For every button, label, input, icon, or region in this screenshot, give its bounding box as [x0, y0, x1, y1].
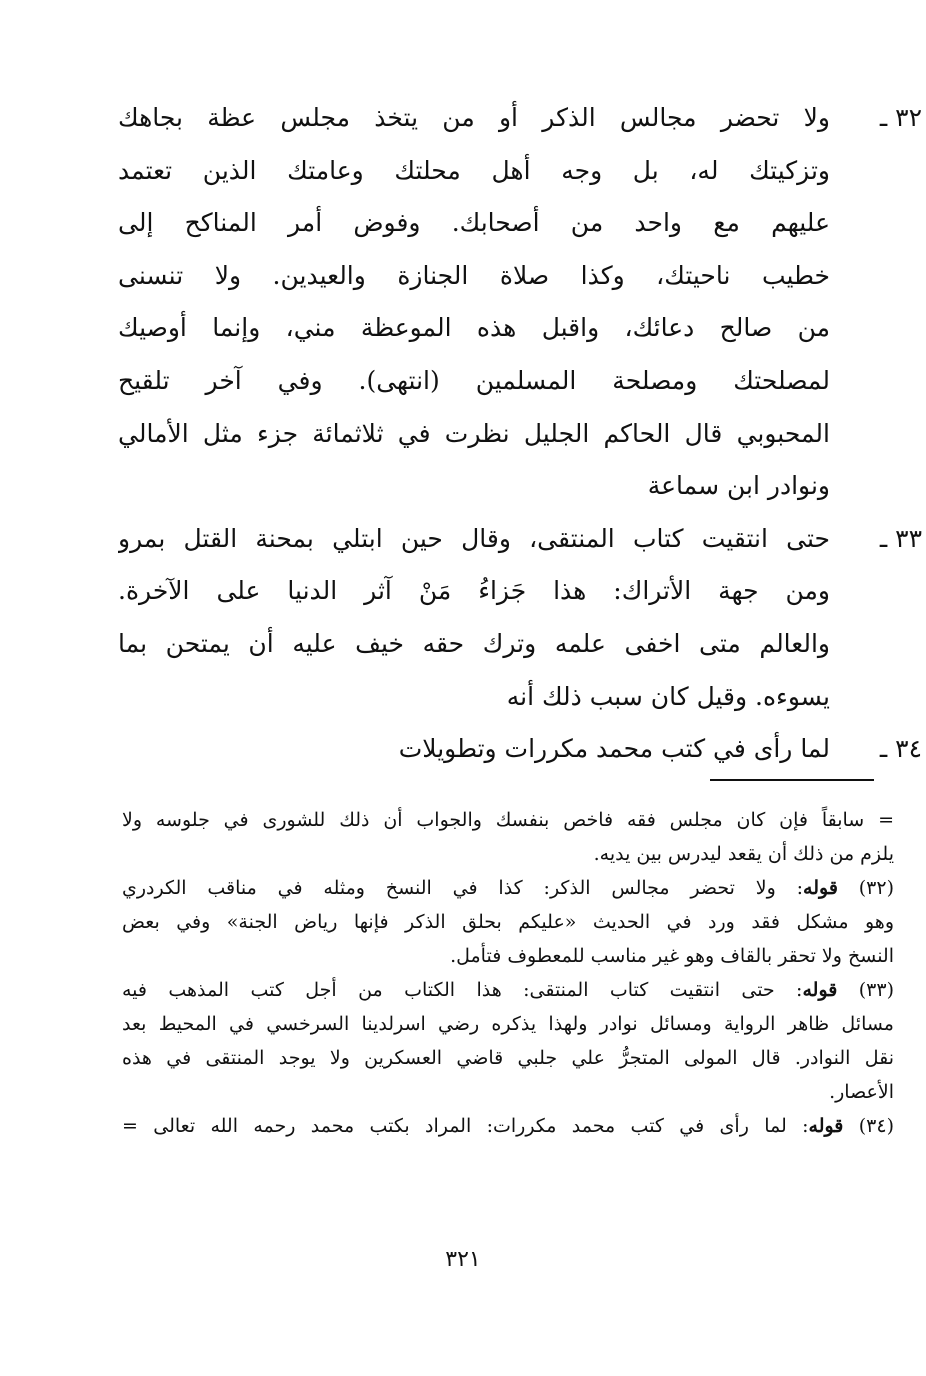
text-line: يسوءه. وقيل كان سبب ذلك أنه — [506, 681, 830, 711]
footnote-number: (٣٢) — [858, 877, 894, 899]
footnote-text: : لما رأى في كتب محمد مكررات: المراد بكتب محمد رحمه الله تعالى = — [122, 1115, 809, 1137]
footnote-separator — [710, 779, 874, 781]
text-line: لما رأى في كتب محمد مكررات وتطويلات — [398, 734, 830, 764]
footnote-number: (٣٣) — [858, 979, 894, 1001]
footnote-keyword: قوله — [803, 877, 838, 899]
text-line: حتى انتقيت كتاب المنتقى، وقال حين ابتلي بمحنة القتل بمرو — [118, 523, 830, 553]
footnote-line: نقل النوادر. قال المولى المتجرُّ علي جلبي قاضي العسكرين ولا يوجد المنتقى في هذه — [122, 1047, 894, 1069]
footnote-item-32 — [122, 871, 894, 905]
footnote-item-33 — [122, 973, 894, 1007]
entry-34 — [118, 723, 922, 776]
footnote-line: وهو مشكل فقد ورد في الحديث «عليكم بحلق الذكر فإنها رياض الجنة» وفي بعض — [122, 911, 894, 933]
text-line: لمصلحتك ومصلحة المسلمين (انتهى). وفي آخر تلقيح — [118, 365, 830, 395]
footnote-line: مسائل ظاهر الرواية ومسائل نوادر ولهذا يذكره رضي اسرلدينا السرخسي في المحيط بعد — [122, 1013, 894, 1035]
footnote-number: (٣٤) — [858, 1115, 894, 1137]
text-line: خطيب ناحيتك، وكذا صلاة الجنازة والعيدين. ولا تنسنى — [118, 260, 830, 290]
footnote-item-34 — [122, 1109, 894, 1143]
entry-33 — [118, 513, 922, 723]
footnotes — [122, 803, 894, 1143]
entry-number: ٣٢ ـ — [879, 103, 922, 132]
text-line: عليهم مع واحد من أصحابك. وفوض أمر المناكح إلى — [118, 208, 830, 238]
text-line: ونوادر ابن سماعة — [647, 471, 830, 501]
text-line: ومن جهة الأتراك: هذا جَزاءُ مَنْ آثر الدنيا على الآخرة. — [118, 576, 830, 606]
text-line: من صالح دعائك، واقبل هذه الموعظة مني، وإنما أوصيك — [118, 313, 830, 343]
footnote-line: = سابقاً فإن كان مجلس فقه فاخص بنفسك والجواب أن ذلك للشورى في جلوسه ولا — [122, 809, 894, 831]
page-number: ٣٢١ — [445, 1247, 481, 1272]
footnote-text: : حتى انتقيت كتاب المنتقى: هذا الكتاب من أجل كتب المذهب فيه — [122, 979, 803, 1001]
entry-number: ٣٤ ـ — [879, 734, 922, 764]
entry-32 — [118, 92, 922, 513]
entry-number: ٣٣ ـ — [879, 523, 922, 553]
footnote-keyword: قوله — [808, 1115, 844, 1137]
footnote-line: النسخ ولا تحقر بالقاف وهو غير مناسب للمعطوف فتأمل. — [450, 945, 894, 967]
footnote-keyword: قوله — [802, 979, 838, 1001]
main-text — [118, 92, 922, 776]
text-line: وتزكيتك له، بل وجه أهل محلتك وعامتك الذين تعتمد — [118, 155, 830, 185]
footnote-line: يلزم من ذلك أن يقعد ليدرس بين يديه. — [593, 843, 894, 865]
footnote-line: الأعصار. — [829, 1081, 894, 1103]
text-line: والعالم متى اخفى علمه وترك حقه خيف عليه أن يمتحن بما — [118, 628, 830, 658]
text-line: ولا تحضر مجالس الذكر أو من يتخذ مجلس عظة بجاهك — [118, 103, 830, 132]
footnote-text: : ولا تحضر مجالس الذكر: كذا في النسخ ومثله في مناقب الكردري — [122, 877, 804, 899]
text-line: المحبوبي قال الحاكم الجليل نظرت في ثلاثمائة جزء مثل الأمالي — [118, 418, 830, 448]
